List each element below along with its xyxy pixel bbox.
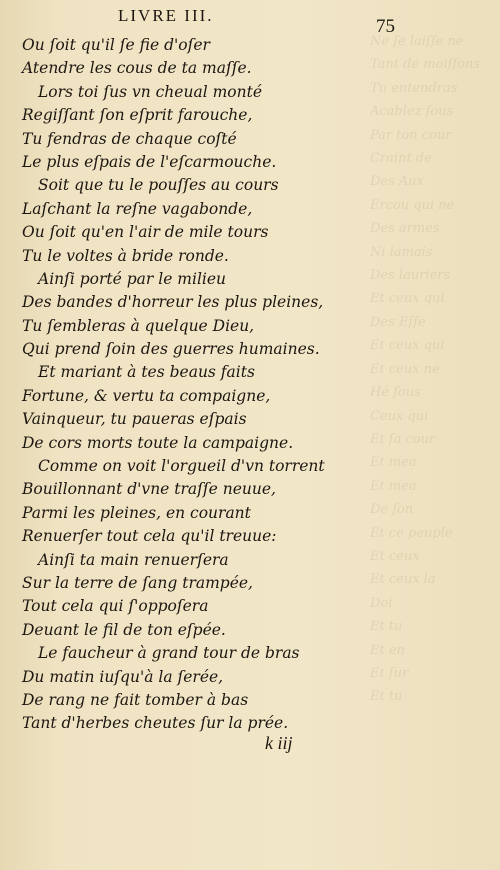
verse-line-text: Ainſi ta main renuerſera [38, 550, 229, 569]
verse-line [0, 385, 500, 408]
verse-line-text: Atendre les cous de ta maſſe. [22, 59, 252, 78]
show-through-ink: Ne ſe laiſſe ne Tant de moiſſons Tu entendras Acablez ſous Par ton cour Craint de Des Aux Ercou qui ne Des armes Ni iamais Des lauriers Et ceux qui Des Eſſe Et ceux qui Et ceux ne Hé ſous Ceux qui Et ſa cour Et mea Et mea De ſon Et ce peuple Et ceux Et ceux la Doi Et tu Et en Et ſur Et tu [370, 34, 481, 705]
verse-line-text: De rang ne fait tomber à bas [22, 690, 249, 709]
verse-line [0, 81, 500, 104]
verse-line [0, 221, 500, 244]
verse-line [0, 268, 500, 291]
verse-line-text: Tout cela qui ſ'oppoſera [22, 597, 209, 616]
verse-line [0, 619, 500, 642]
verse-line [0, 291, 500, 314]
verse-line-text: De cors morts toute la campaigne. [22, 433, 294, 452]
verse-line-text: Comme on voit l'orgueil d'vn torrent [38, 457, 325, 476]
verse-line [0, 455, 500, 478]
verse-line-text: Et mariant à tes beaus faits [38, 363, 255, 382]
verse-line [0, 361, 500, 384]
verse-line [0, 572, 500, 595]
verse-line-text: Vainqueur, tu paueras eſpais [22, 410, 247, 429]
verse-line-text: Ou ſoit qu'il ſe fie d'oſer [22, 36, 210, 54]
verse-line [0, 104, 500, 127]
verse-line [0, 525, 500, 548]
verse-line-text: Regiſſant ſon eſprit farouche, [22, 106, 253, 125]
verse-line [0, 666, 500, 689]
running-title: LIVRE III. [118, 6, 214, 25]
verse-line-text: Le plus eſpais de l'eſcarmouche. [22, 152, 277, 171]
verse-line-text: Tu le voltes à bride ronde. [22, 246, 229, 265]
verse-line-text: Deuant le fil de ton eſpée. [22, 620, 226, 639]
verse-line-text: Tu fendras de chaque coſté [22, 129, 237, 148]
verse-line [0, 595, 500, 618]
verse-line [0, 712, 500, 735]
verse-line [0, 315, 500, 338]
poem-text [0, 34, 500, 736]
page-header [0, 4, 500, 37]
verse-line [0, 478, 500, 501]
verse-line-text: Laſchant la reſne vagabonde, [22, 199, 253, 218]
verse-line-text: Ainſi porté par le milieu [38, 269, 227, 288]
verse-line-text: Fortune, & vertu ta compaigne, [22, 386, 271, 405]
verse-line [0, 128, 500, 151]
verse-line-text: Tant d'herbes cheutes ſur la prée. [22, 714, 289, 733]
verse-line-text: Le faucheur à grand tour de bras [38, 644, 300, 663]
verse-line-text: Soit que tu le pouſſes au cours [38, 176, 279, 195]
verse-line [0, 245, 500, 268]
verse-line [0, 198, 500, 221]
verse-line [0, 57, 500, 80]
verse-line [0, 408, 500, 431]
verse-line [0, 151, 500, 174]
verse-line-text: Parmi les pleines, en courant [22, 503, 251, 522]
verse-line [0, 432, 500, 455]
signature-mark: k iij [265, 733, 293, 753]
verse-line [0, 174, 500, 197]
verse-line-text: Sur la terre de ſang trampée, [22, 573, 253, 592]
page-number: 75 [376, 16, 395, 37]
verse-line-text: Renuerſer tout cela qu'il treuue: [22, 527, 277, 546]
verse-line-text: Du matin iuſqu'à la ſerée, [22, 667, 224, 686]
verse-line [0, 689, 500, 712]
verse-line-text: Tu ſembleras à quelque Dieu, [22, 316, 255, 335]
verse-line-text: Ou ſoit qu'en l'air de mile tours [22, 223, 269, 242]
verse-line-text: Qui prend ſoin des guerres humaines. [22, 340, 320, 359]
verse-line-text: Bouillonnant d'vne traſſe neuue, [22, 480, 276, 499]
verse-line [0, 34, 500, 57]
verse-line [0, 642, 500, 665]
verse-line-text: Des bandes d'horreur les plus pleines, [22, 293, 324, 312]
verse-line [0, 502, 500, 525]
verse-line [0, 549, 500, 572]
verse-line-text: Lors toi ſus vn cheual monté [38, 82, 262, 101]
verse-line [0, 338, 500, 361]
